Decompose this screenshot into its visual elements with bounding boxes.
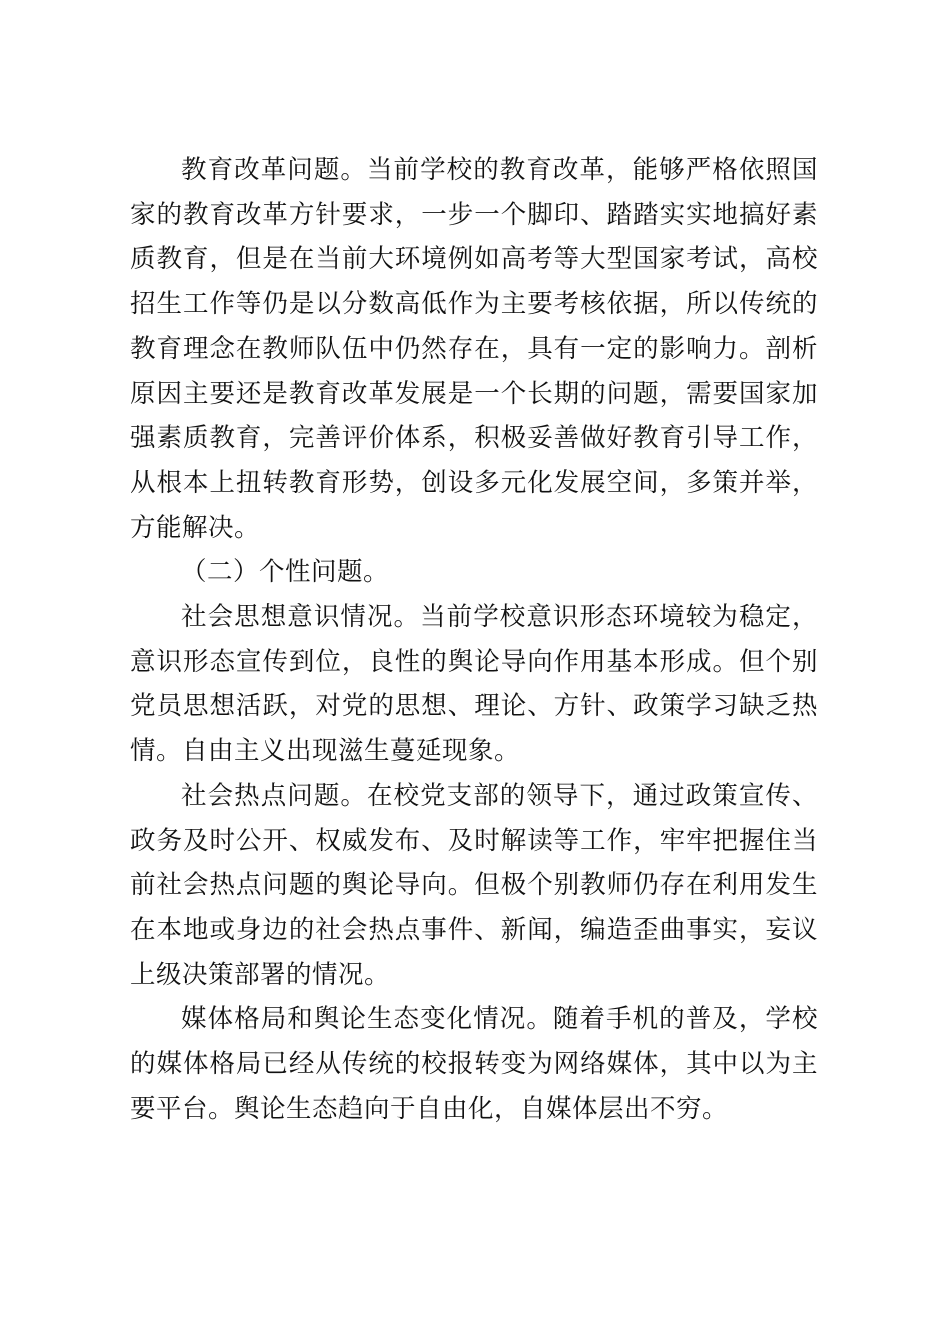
section-heading-individual-issues: （二）个性问题。 xyxy=(181,557,390,588)
document-body xyxy=(130,148,818,1131)
paragraph-social-hotspots: 社会热点问题。在校党支部的领导下，通过政策宣传、政务及时公开、权威发布、及时解读等工作，牢牢把握住当前社会热点问题的舆论导向。但极个别教师仍存在利用发生在本地或身边的社会热点事件、新闻，编造歪曲事实，妄议上级决策部署的情况。 xyxy=(130,780,818,990)
paragraph-social-ideology: 社会思想意识情况。当前学校意识形态环境较为稳定，意识形态宣传到位，良性的舆论导向作用基本形成。但个别党员思想活跃，对党的思想、理论、方针、政策学习缺乏热情。自由主义出现滋生蔓延现象。 xyxy=(130,602,818,767)
paragraph-media-landscape: 媒体格局和舆论生态变化情况。随着手机的普及，学校的媒体格局已经从传统的校报转变为网络媒体，其中以为主要平台。舆论生态趋向于自由化，自媒体层出不穷。 xyxy=(130,1004,818,1124)
paragraph-education-reform: 教育改革问题。当前学校的教育改革，能够严格依照国家的教育改革方针要求，一步一个脚印、踏踏实实地搞好素质教育，但是在当前大环境例如高考等大型国家考试，高校招生工作等仍是以分数高低作为主要考核依据，所以传统的教育理念在教师队伍中仍然存在，具有一定的影响力。剖析原因主要还是教育改革发展是一个长期的问题，需要国家加强素质教育，完善评价体系，积极妥善做好教育引导工作，从根本上扭转教育形势，创设多元化发展空间，多策并举，方能解决。 xyxy=(130,155,818,543)
